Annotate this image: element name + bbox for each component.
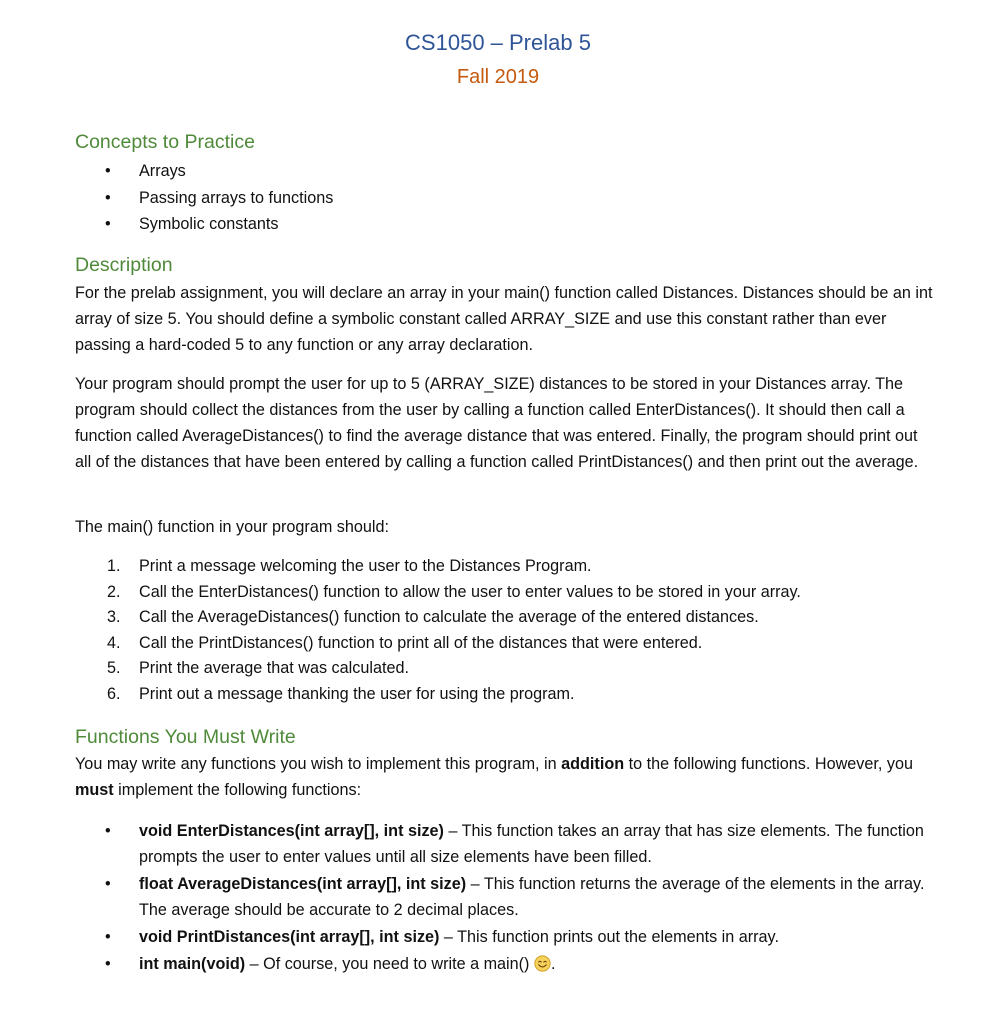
bullet-icon: • [105,955,111,973]
function-signature: void PrintDistances(int array[], int size) [139,928,440,946]
bullet-icon: • [105,162,111,180]
description-heading: Description [75,254,173,276]
bullet-icon: • [105,822,111,840]
functions-heading: Functions You Must Write [75,726,296,748]
list-item: 3. Call the AverageDistances() function to calculate the average of the entered distances. [107,608,759,627]
list-item: 6. Print out a message thanking the user for using the program. [107,684,575,703]
bullet-icon: • [105,188,111,207]
functions-intro: You may write any functions you wish to implement this program, in addition to the following functions. However, you must implement the following functions: [75,755,913,799]
list-item: • int main(void) – Of course, you need to write a main() . [75,951,935,977]
list-item: • Symbolic constants [75,211,333,238]
smiley-face-icon [534,955,551,972]
concepts-heading: Concepts to Practice [75,131,255,153]
function-signature: void EnterDistances(int array[], int size) [139,822,444,840]
bullet-icon: • [105,928,111,946]
list-item: • Arrays [75,158,333,185]
list-item: • void PrintDistances(int array[], int size) – This function prints out the elements in array. [75,924,935,950]
main-steps-list [75,554,801,708]
list-item: 4. Call the PrintDistances() function to print all of the distances that were entered. [107,633,703,652]
list-item: • float AverageDistances(int array[], int size) – This function returns the average of the elements in the array. The average should be accurate to 2 decimal places. [75,871,935,923]
list-item: • void EnterDistances(int array[], int size) – This function takes an array that has size elements. The function prompts the user to enter values until all size elements have been filled. [75,818,935,870]
list-item: 1. Print a message welcoming the user to the Distances Program. [107,557,592,575]
concepts-list [75,158,333,238]
description-paragraph-1: For the prelab assignment, you will declare an array in your main() function called Distances. Distances should be an int array of size 5. You should define a symbolic constant called ARRAY_SIZE and use this constant rather than ever passing a hard-coded 5 to any function or any array declaration. [75,284,933,354]
functions-list [75,818,935,978]
page-subtitle: Fall 2019 [456,66,540,88]
list-item: 2. Call the EnterDistances() function to allow the user to enter values to be stored in your array. [107,582,801,601]
description-paragraph-3: The main() function in your program should: [75,518,390,536]
list-item: 5. Print the average that was calculated. [107,659,409,678]
list-item: • Passing arrays to functions [75,185,333,212]
function-signature: float AverageDistances(int array[], int size) [139,875,467,893]
bullet-icon: • [105,875,111,893]
description-paragraph-2: Your program should prompt the user for up to 5 (ARRAY_SIZE) distances to be stored in your Distances array. The program should collect the distances from the user by calling a function called EnterDistances(). It should then call a function called AverageDistances() to find the average distance that was entered. Finally, the program should print out all of the distances that have been entered by calling a function called PrintDistances() and then print out the average. [75,375,919,471]
function-signature: int main(void) [139,955,246,973]
page-title: CS1050 – Prelab 5 [405,30,591,55]
bullet-icon: • [105,215,111,233]
